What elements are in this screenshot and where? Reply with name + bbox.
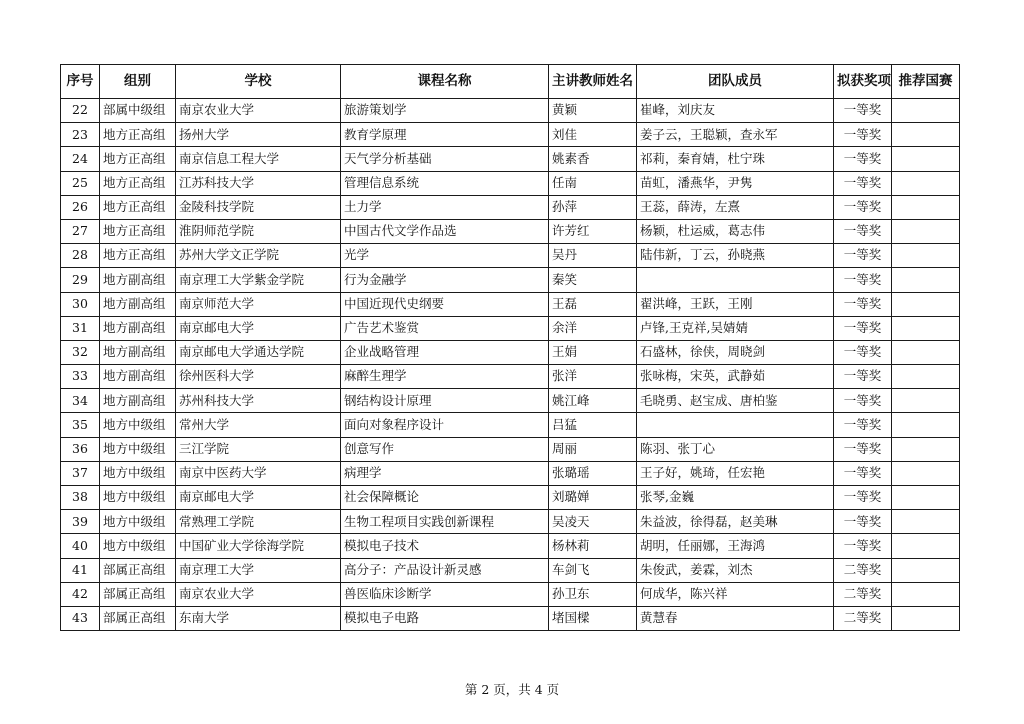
- cell-index: 29: [61, 268, 100, 292]
- cell-course: 中国古代文学作品选: [341, 219, 549, 243]
- cell-team: [637, 268, 834, 292]
- cell-teacher: 吴丹: [549, 244, 637, 268]
- cell-recommend: [892, 510, 960, 534]
- cell-group: 地方中级组: [100, 437, 176, 461]
- cell-index: 42: [61, 582, 100, 606]
- cell-school: 中国矿业大学徐海学院: [176, 534, 341, 558]
- cell-school: 东南大学: [176, 606, 341, 630]
- cell-award: 一等奖: [834, 219, 892, 243]
- cell-team: 何成华，陈兴祥: [637, 582, 834, 606]
- cell-team: 毛晓勇、赵宝成、唐柏鉴: [637, 389, 834, 413]
- cell-course: 生物工程项目实践创新课程: [341, 510, 549, 534]
- cell-teacher: 吕猛: [549, 413, 637, 437]
- cell-index: 26: [61, 195, 100, 219]
- cell-course: 钢结构设计原理: [341, 389, 549, 413]
- cell-school: 南京邮电大学: [176, 486, 341, 510]
- cell-index: 33: [61, 365, 100, 389]
- cell-recommend: [892, 365, 960, 389]
- cell-group: 部属正高组: [100, 582, 176, 606]
- cell-index: 41: [61, 558, 100, 582]
- cell-course: 教育学原理: [341, 123, 549, 147]
- cell-index: 25: [61, 171, 100, 195]
- cell-group: 地方副高组: [100, 292, 176, 316]
- cell-teacher: 吴凌天: [549, 510, 637, 534]
- cell-index: 30: [61, 292, 100, 316]
- cell-team: 张咏梅，宋英，武静茹: [637, 365, 834, 389]
- cell-school: 扬州大学: [176, 123, 341, 147]
- cell-recommend: [892, 413, 960, 437]
- cell-index: 23: [61, 123, 100, 147]
- cell-team: 卢锋,王克祥,吴婧婧: [637, 316, 834, 340]
- header-recommend: 推荐国赛: [892, 65, 960, 99]
- cell-teacher: 杨林莉: [549, 534, 637, 558]
- table-row: [61, 413, 960, 437]
- cell-index: 38: [61, 486, 100, 510]
- cell-teacher: 王磊: [549, 292, 637, 316]
- table-body: [61, 99, 960, 631]
- cell-teacher: 刘佳: [549, 123, 637, 147]
- cell-group: 地方副高组: [100, 365, 176, 389]
- cell-group: 地方中级组: [100, 510, 176, 534]
- cell-award: 一等奖: [834, 147, 892, 171]
- cell-school: 南京信息工程大学: [176, 147, 341, 171]
- cell-recommend: [892, 99, 960, 123]
- header-group: 组别: [100, 65, 176, 99]
- cell-team: 朱益波，徐得磊，赵美琳: [637, 510, 834, 534]
- cell-group: 地方副高组: [100, 340, 176, 364]
- cell-course: 土力学: [341, 195, 549, 219]
- cell-index: 24: [61, 147, 100, 171]
- table-row: [61, 606, 960, 630]
- cell-recommend: [892, 244, 960, 268]
- cell-recommend: [892, 437, 960, 461]
- cell-award: 一等奖: [834, 413, 892, 437]
- cell-recommend: [892, 486, 960, 510]
- cell-group: 部属正高组: [100, 606, 176, 630]
- cell-award: 二等奖: [834, 606, 892, 630]
- header-teacher: 主讲教师姓名: [549, 65, 637, 99]
- header-index: 序号: [61, 65, 100, 99]
- cell-teacher: 姚素香: [549, 147, 637, 171]
- cell-group: 地方正高组: [100, 244, 176, 268]
- cell-recommend: [892, 123, 960, 147]
- cell-course: 中国近现代史纲要: [341, 292, 549, 316]
- cell-index: 43: [61, 606, 100, 630]
- header-award: 拟获奖项: [834, 65, 892, 99]
- cell-school: 南京中医药大学: [176, 461, 341, 485]
- cell-teacher: 刘璐婵: [549, 486, 637, 510]
- table-row: [61, 244, 960, 268]
- cell-group: 地方中级组: [100, 534, 176, 558]
- cell-teacher: 张璐瑶: [549, 461, 637, 485]
- page-footer: 第 2 页，共 4 页: [464, 682, 560, 697]
- cell-award: 一等奖: [834, 340, 892, 364]
- table-row: [61, 99, 960, 123]
- cell-course: 天气学分析基础: [341, 147, 549, 171]
- cell-recommend: [892, 292, 960, 316]
- table-row: [61, 147, 960, 171]
- cell-teacher: 王娟: [549, 340, 637, 364]
- cell-school: 苏州科技大学: [176, 389, 341, 413]
- cell-teacher: 孙萍: [549, 195, 637, 219]
- table-row: [61, 437, 960, 461]
- table-row: [61, 292, 960, 316]
- table-row: [61, 510, 960, 534]
- cell-award: 一等奖: [834, 99, 892, 123]
- cell-course: 病理学: [341, 461, 549, 485]
- cell-course: 行为金融学: [341, 268, 549, 292]
- cell-award: 一等奖: [834, 244, 892, 268]
- cell-team: 苗虹，潘燕华，尹隽: [637, 171, 834, 195]
- cell-award: 一等奖: [834, 461, 892, 485]
- cell-group: 地方正高组: [100, 123, 176, 147]
- table-row: [61, 340, 960, 364]
- table-row: [61, 461, 960, 485]
- cell-recommend: [892, 389, 960, 413]
- cell-award: 一等奖: [834, 510, 892, 534]
- cell-index: 36: [61, 437, 100, 461]
- cell-team: [637, 413, 834, 437]
- cell-group: 部属正高组: [100, 558, 176, 582]
- table-row: [61, 123, 960, 147]
- cell-course: 模拟电子技术: [341, 534, 549, 558]
- cell-group: 地方中级组: [100, 486, 176, 510]
- cell-recommend: [892, 268, 960, 292]
- award-table-container: [60, 64, 959, 631]
- cell-award: 一等奖: [834, 437, 892, 461]
- table-row: [61, 486, 960, 510]
- cell-teacher: 黄颖: [549, 99, 637, 123]
- cell-index: 31: [61, 316, 100, 340]
- cell-recommend: [892, 316, 960, 340]
- cell-team: 朱俊武，姜霖，刘杰: [637, 558, 834, 582]
- cell-index: 39: [61, 510, 100, 534]
- cell-award: 一等奖: [834, 292, 892, 316]
- table-row: [61, 365, 960, 389]
- cell-school: 常州大学: [176, 413, 341, 437]
- cell-award: 一等奖: [834, 365, 892, 389]
- cell-team: 王子好，姚琦，任宏艳: [637, 461, 834, 485]
- cell-award: 一等奖: [834, 316, 892, 340]
- cell-school: 南京农业大学: [176, 582, 341, 606]
- cell-teacher: 孙卫东: [549, 582, 637, 606]
- cell-school: 南京理工大学紫金学院: [176, 268, 341, 292]
- cell-group: 地方副高组: [100, 268, 176, 292]
- cell-course: 麻醉生理学: [341, 365, 549, 389]
- cell-award: 二等奖: [834, 582, 892, 606]
- cell-course: 旅游策划学: [341, 99, 549, 123]
- cell-award: 一等奖: [834, 268, 892, 292]
- cell-teacher: 车剑飞: [549, 558, 637, 582]
- cell-course: 广告艺术鉴赏: [341, 316, 549, 340]
- cell-school: 三江学院: [176, 437, 341, 461]
- header-team: 团队成员: [637, 65, 834, 99]
- cell-school: 南京农业大学: [176, 99, 341, 123]
- cell-recommend: [892, 461, 960, 485]
- cell-award: 一等奖: [834, 171, 892, 195]
- cell-group: 地方正高组: [100, 195, 176, 219]
- cell-award: 二等奖: [834, 558, 892, 582]
- cell-recommend: [892, 195, 960, 219]
- cell-index: 40: [61, 534, 100, 558]
- cell-school: 淮阴师范学院: [176, 219, 341, 243]
- cell-course: 模拟电子电路: [341, 606, 549, 630]
- cell-course: 创意写作: [341, 437, 549, 461]
- table-row: [61, 268, 960, 292]
- cell-team: 祁莉，秦育婧，杜宁珠: [637, 147, 834, 171]
- cell-course: 面向对象程序设计: [341, 413, 549, 437]
- cell-index: 27: [61, 219, 100, 243]
- table-row: [61, 558, 960, 582]
- cell-team: 翟洪峰，王跃，王刚: [637, 292, 834, 316]
- table-row: [61, 582, 960, 606]
- cell-team: 胡明，任丽娜，王海鸿: [637, 534, 834, 558]
- cell-team: 崔峰，刘庆友: [637, 99, 834, 123]
- cell-school: 常熟理工学院: [176, 510, 341, 534]
- cell-school: 徐州医科大学: [176, 365, 341, 389]
- cell-award: 一等奖: [834, 389, 892, 413]
- table-row: [61, 534, 960, 558]
- cell-group: 地方正高组: [100, 171, 176, 195]
- cell-school: 南京邮电大学: [176, 316, 341, 340]
- cell-award: 一等奖: [834, 534, 892, 558]
- cell-index: 37: [61, 461, 100, 485]
- cell-team: 张琴,金巍: [637, 486, 834, 510]
- cell-recommend: [892, 340, 960, 364]
- cell-teacher: 任南: [549, 171, 637, 195]
- cell-recommend: [892, 171, 960, 195]
- cell-team: 杨颖，杜运威，葛志伟: [637, 219, 834, 243]
- cell-group: 部属中级组: [100, 99, 176, 123]
- cell-recommend: [892, 558, 960, 582]
- cell-teacher: 堵国樑: [549, 606, 637, 630]
- cell-recommend: [892, 219, 960, 243]
- cell-team: 姜子云，王聪颖，查永军: [637, 123, 834, 147]
- table-row: [61, 171, 960, 195]
- cell-recommend: [892, 606, 960, 630]
- header-course: 课程名称: [341, 65, 549, 99]
- cell-recommend: [892, 582, 960, 606]
- cell-index: 32: [61, 340, 100, 364]
- cell-recommend: [892, 147, 960, 171]
- cell-group: 地方中级组: [100, 461, 176, 485]
- cell-team: 陈羽、张丁心: [637, 437, 834, 461]
- cell-index: 28: [61, 244, 100, 268]
- table-row: [61, 316, 960, 340]
- cell-group: 地方中级组: [100, 413, 176, 437]
- table-header-row: [61, 65, 960, 99]
- cell-award: 一等奖: [834, 486, 892, 510]
- cell-team: 黄慧春: [637, 606, 834, 630]
- cell-group: 地方正高组: [100, 147, 176, 171]
- cell-team: 陆伟新，丁云，孙晓燕: [637, 244, 834, 268]
- cell-school: 南京邮电大学通达学院: [176, 340, 341, 364]
- cell-team: 石盛林，徐侠，周晓剑: [637, 340, 834, 364]
- cell-school: 南京师范大学: [176, 292, 341, 316]
- table-row: [61, 389, 960, 413]
- cell-school: 苏州大学文正学院: [176, 244, 341, 268]
- cell-course: 企业战略管理: [341, 340, 549, 364]
- cell-school: 南京理工大学: [176, 558, 341, 582]
- cell-recommend: [892, 534, 960, 558]
- cell-index: 22: [61, 99, 100, 123]
- cell-teacher: 许芳红: [549, 219, 637, 243]
- cell-group: 地方副高组: [100, 316, 176, 340]
- cell-team: 王蕊，薛涛，左熹: [637, 195, 834, 219]
- cell-teacher: 张洋: [549, 365, 637, 389]
- cell-course: 兽医临床诊断学: [341, 582, 549, 606]
- cell-course: 管理信息系统: [341, 171, 549, 195]
- cell-teacher: 周丽: [549, 437, 637, 461]
- cell-group: 地方副高组: [100, 389, 176, 413]
- cell-index: 34: [61, 389, 100, 413]
- cell-teacher: 姚江峰: [549, 389, 637, 413]
- cell-school: 金陵科技学院: [176, 195, 341, 219]
- cell-school: 江苏科技大学: [176, 171, 341, 195]
- table-row: [61, 195, 960, 219]
- header-school: 学校: [176, 65, 341, 99]
- cell-index: 35: [61, 413, 100, 437]
- cell-course: 社会保障概论: [341, 486, 549, 510]
- cell-teacher: 余洋: [549, 316, 637, 340]
- cell-course: 高分子：产品设计新灵感: [341, 558, 549, 582]
- award-table: [60, 64, 960, 631]
- cell-group: 地方正高组: [100, 219, 176, 243]
- cell-award: 一等奖: [834, 123, 892, 147]
- cell-award: 一等奖: [834, 195, 892, 219]
- table-row: [61, 219, 960, 243]
- cell-course: 光学: [341, 244, 549, 268]
- cell-teacher: 秦笑: [549, 268, 637, 292]
